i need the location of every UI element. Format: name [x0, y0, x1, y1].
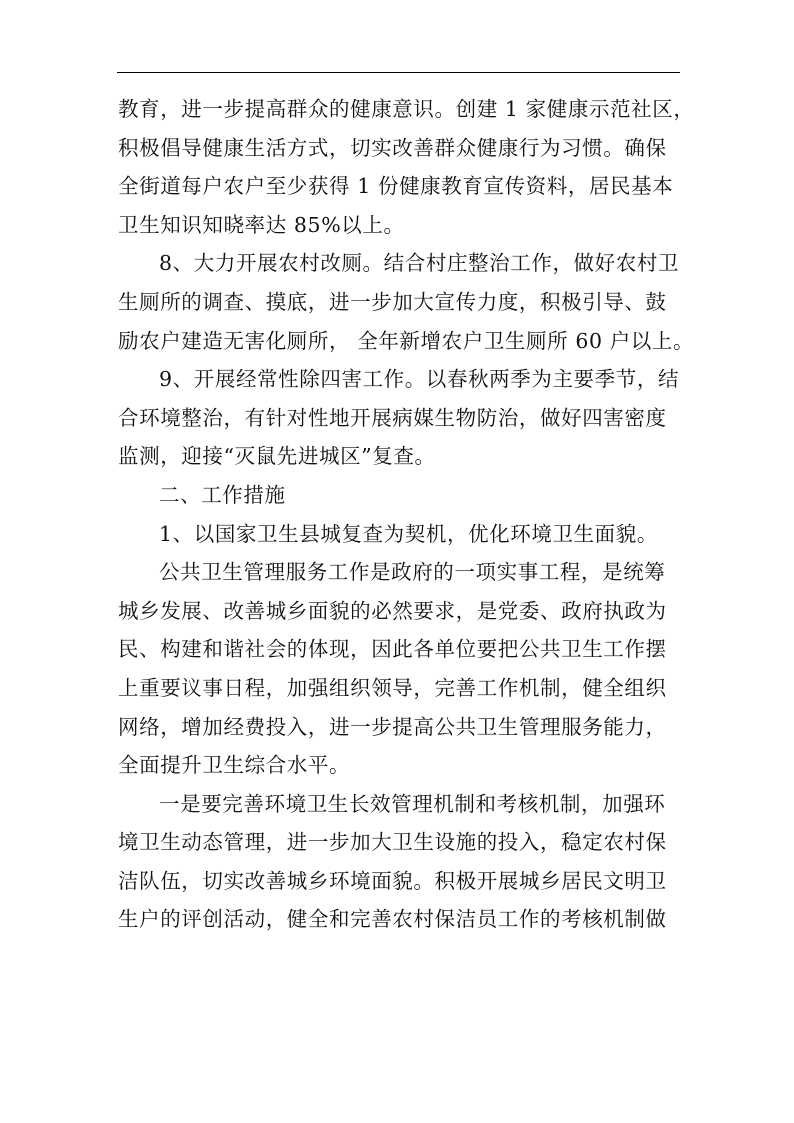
text-line: 公共卫生管理服务工作是政府的一项实事工程，是统筹 [159, 560, 666, 585]
text-line: 全街道每户农户至少获得 1 份健康教育宣传资料，居民基本 [118, 174, 674, 199]
text-line: 上重要议事日程，加强组织领导，完善工作机制，健全组织 [118, 675, 667, 700]
text-line: 积极倡导健康生活方式，切实改善群众健康行为习惯。确保 [118, 135, 667, 160]
text-line: 境卫生动态管理，进一步加大卫生设施的投入，稳定农村保 [118, 830, 667, 855]
text-line: 合环境整治，有针对性地开展病媒生物防治，做好四害密度 [118, 405, 667, 430]
document-body [118, 90, 695, 939]
text-line: 监测，迎接“灭鼠先进城区”复查。 [118, 444, 436, 469]
text-line: 洁队伍，切实改善城乡环境面貌。积极开展城乡居民文明卫 [118, 868, 667, 893]
text-line: 城乡发展、改善城乡面貌的必然要求，是党委、政府执政为 [118, 598, 667, 623]
text-line: 生户的评创活动，健全和完善农村保洁员工作的考核机制做 [118, 907, 667, 932]
text-line: 生厕所的调查、摸底，进一步加大宣传力度，积极引导、鼓 [118, 289, 667, 314]
text-line: 网络，增加经费投入，进一步提高公共卫生管理服务能力， [118, 714, 667, 739]
text-line: 全面提升卫生综合水平。 [118, 753, 351, 778]
header-rule [117, 72, 680, 73]
text-line: 励农户建造无害化厕所， 全年新增农户卫生厕所 60 户以上。 [118, 328, 695, 353]
text-line: 二、工作措施 [159, 482, 286, 507]
text-line: 卫生知识知晓率达 85%以上。 [118, 212, 405, 237]
text-line: 一是要完善环境卫生长效管理机制和考核机制，加强环 [159, 791, 666, 816]
text-line: 民、构建和谐社会的体现，因此各单位要把公共卫生工作摆 [118, 637, 667, 662]
text-line: 教育，进一步提高群众的健康意识。创建 1 家健康示范社区， [118, 97, 695, 121]
text-line: 1、以国家卫生县城复查为契机，优化环境卫生面貌。 [159, 521, 658, 546]
text-line: 9、开展经常性除四害工作。以春秋两季为主要季节，结 [159, 367, 680, 392]
text-line: 8、大力开展农村改厕。结合村庄整治工作，做好农村卫 [159, 251, 680, 276]
